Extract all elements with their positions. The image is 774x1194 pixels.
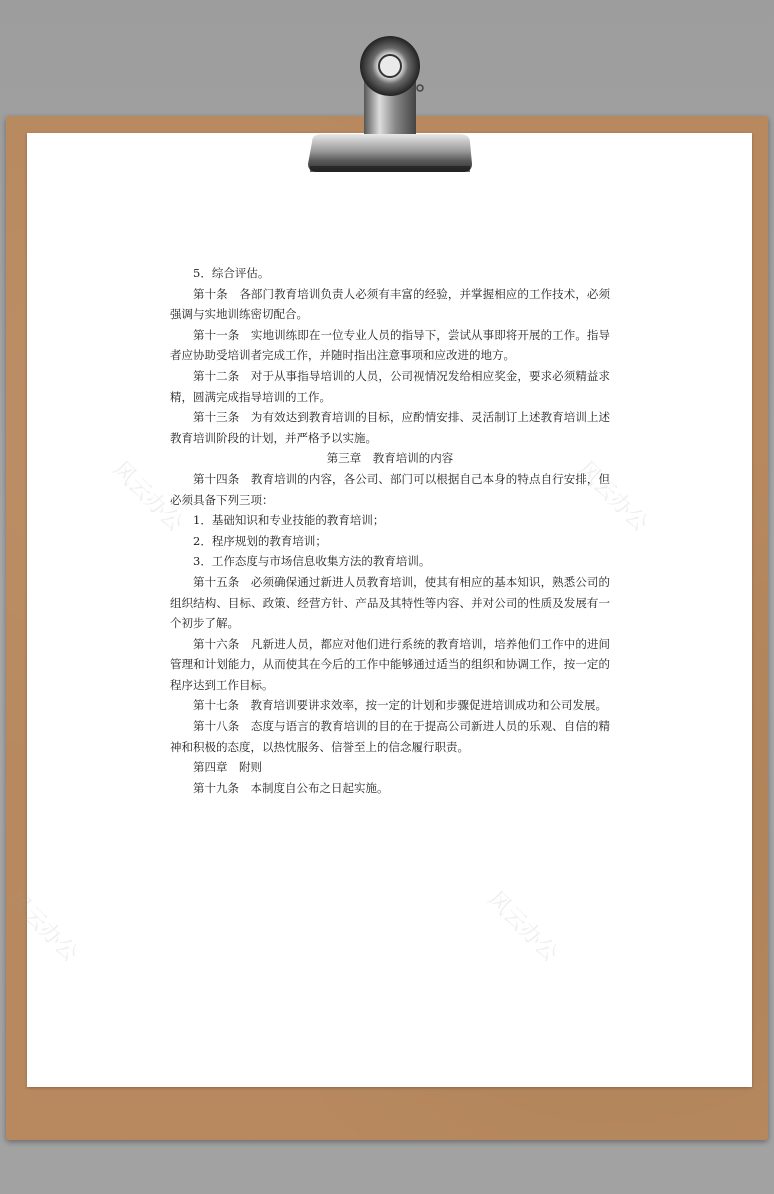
watermark: 风云办公 [482, 886, 563, 967]
chapter-heading: 第三章 教育培训的内容 [326, 451, 454, 466]
paragraph: 第十条 各部门教育培训负责人必须有丰富的经验，并掌握相应的工作技术，必须强调与实地训练密切配合。 [170, 286, 610, 322]
watermark: 风云办公 [572, 456, 653, 537]
binder-clip-icon [300, 26, 480, 178]
paragraph: 第十七条 教育培训要讲求效率，按一定的计划和步骤促进培训成功和公司发展。 [193, 698, 607, 713]
paragraph: 第十五条 必须确保通过新进人员教育培训，使其有相应的基本知识，熟悉公司的组织结构、目标、政策、经营方针、产品及其特性等内容、并对公司的性质及发展有一个初步了解。 [170, 574, 610, 631]
paragraph: 第十六条 凡新进人员，都应对他们进行系统的教育培训，培养他们工作中的进间管理和计划能力，从而使其在今后的工作中能够通过适当的组织和协调工作，按一定的程序达到工作目标。 [170, 636, 610, 692]
paragraph: 5．综合评估。 [193, 266, 270, 280]
list-item: 1．基础知识和专业技能的教育培训； [193, 513, 385, 528]
paragraph: 第十八条 态度与语言的教育培训的目的在于提高公司新进人员的乐观、自信的精神和积极的态度，以热忱服务、信誉至上的信念履行职责。 [170, 719, 610, 754]
paragraph: 第十四条 教育培训的内容，各公司、部门可以根据自己本身的特点自行安排，但必须具备下列三项： [170, 471, 610, 507]
document-content [170, 263, 610, 798]
paragraph: 第十一条 实地训练即在一位专业人员的指导下，尝试从事即将开展的工作。指导者应协助受培训者完成工作，并随时指出注意事项和应改进的地方。 [170, 327, 610, 363]
watermark: 风云办公 [2, 886, 83, 967]
paragraph: 第十九条 本制度自公布之日起实施。 [193, 780, 389, 795]
chapter-heading: 第四章 附则 [193, 760, 262, 775]
list-item: 2．程序规划的教育培训； [193, 533, 327, 548]
watermark: 风云办公 [107, 456, 188, 537]
paragraph: 第十三条 为有效达到教育培训的目标，应酌情安排、灵活制订上述教育培训上述教育培训阶段的计划，并严格予以实施。 [170, 410, 610, 445]
list-item: 3．工作态度与市场信息收集方法的教育培训。 [193, 554, 431, 569]
paragraph: 第十二条 对于从事指导培训的人员，公司视情况发给相应奖金，要求必须精益求精，圆满完成指导培训的工作。 [170, 368, 610, 404]
